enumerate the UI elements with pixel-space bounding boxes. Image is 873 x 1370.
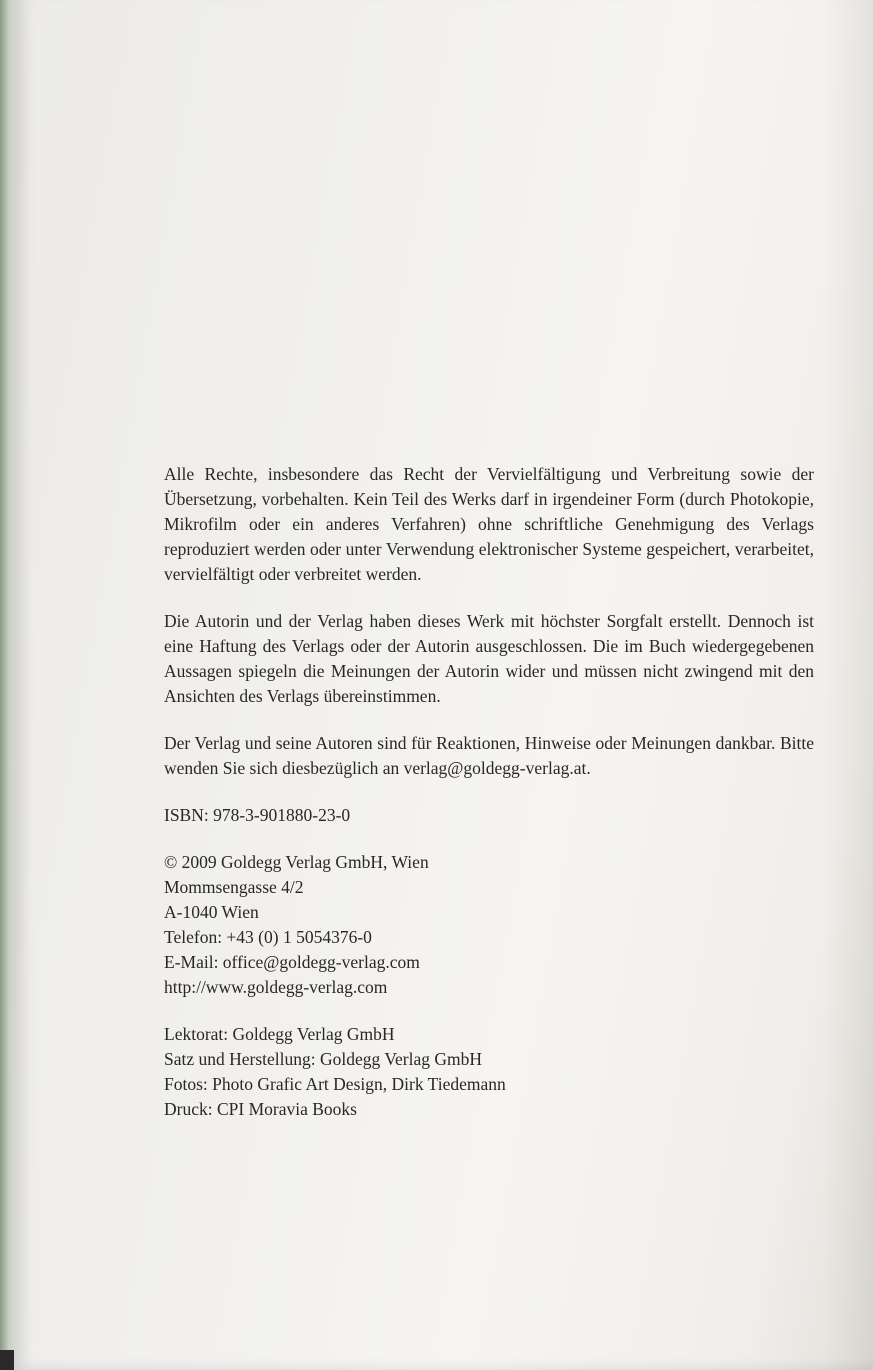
isbn-block [164,803,814,828]
email-line: E-Mail: office@goldegg-verlag.com [164,952,420,972]
druck-line: Druck: CPI Moravia Books [164,1099,357,1119]
copyright-line: © 2009 Goldegg Verlag GmbH, Wien [164,852,429,872]
credits-block [164,1022,814,1122]
imprint-text [164,462,814,1144]
liability-paragraph: Die Autorin und der Verlag haben dieses Werk mit höchster Sorgfalt erstellt. Dennoch ist eine Haftung des Verlags oder der Autorin ausgeschlossen. Die im Buch wiedergegebenen Aussagen spiegeln die Meinungen der Autorin wider und müssen nicht zwingend mit den Ansichten des Verlags übereinstimmen. [164,611,814,706]
feedback-paragraph: Der Verlag und seine Autoren sind für Reaktionen, Hinweise oder Meinungen dankbar. Bitte wenden Sie sich diesbezüglich an verlag@goldegg-verlag.at. [164,733,814,778]
publisher-address [164,850,814,1000]
street-line: Mommsengasse 4/2 [164,877,304,897]
rights-paragraph: Alle Rechte, insbesondere das Recht der Vervielfältigung und Verbreitung sowie der Übersetzung, vorbehalten. Kein Teil des Werks darf in irgendeiner Form (durch Photokopie, Mikrofilm oder ein anderes Verfahren) ohne schriftliche Genehmigung des Verlags reproduziert werden oder unter Verwendung elektronischer Systeme gespeichert, verarbeitet, vervielfältigt oder verbreitet werden. [164,464,814,584]
fotos-line: Fotos: Photo Grafic Art Design, Dirk Tiedemann [164,1074,506,1094]
city-line: A-1040 Wien [164,902,259,922]
satz-line: Satz und Herstellung: Goldegg Verlag GmbH [164,1049,483,1069]
isbn: ISBN: 978-3-901880-23-0 [164,805,351,825]
phone-line: Telefon: +43 (0) 1 5054376-0 [164,927,372,947]
website-line: http://www.goldegg-verlag.com [164,977,388,997]
lektorat-line: Lektorat: Goldegg Verlag GmbH [164,1024,395,1044]
page-curl-shadow [824,0,873,1370]
